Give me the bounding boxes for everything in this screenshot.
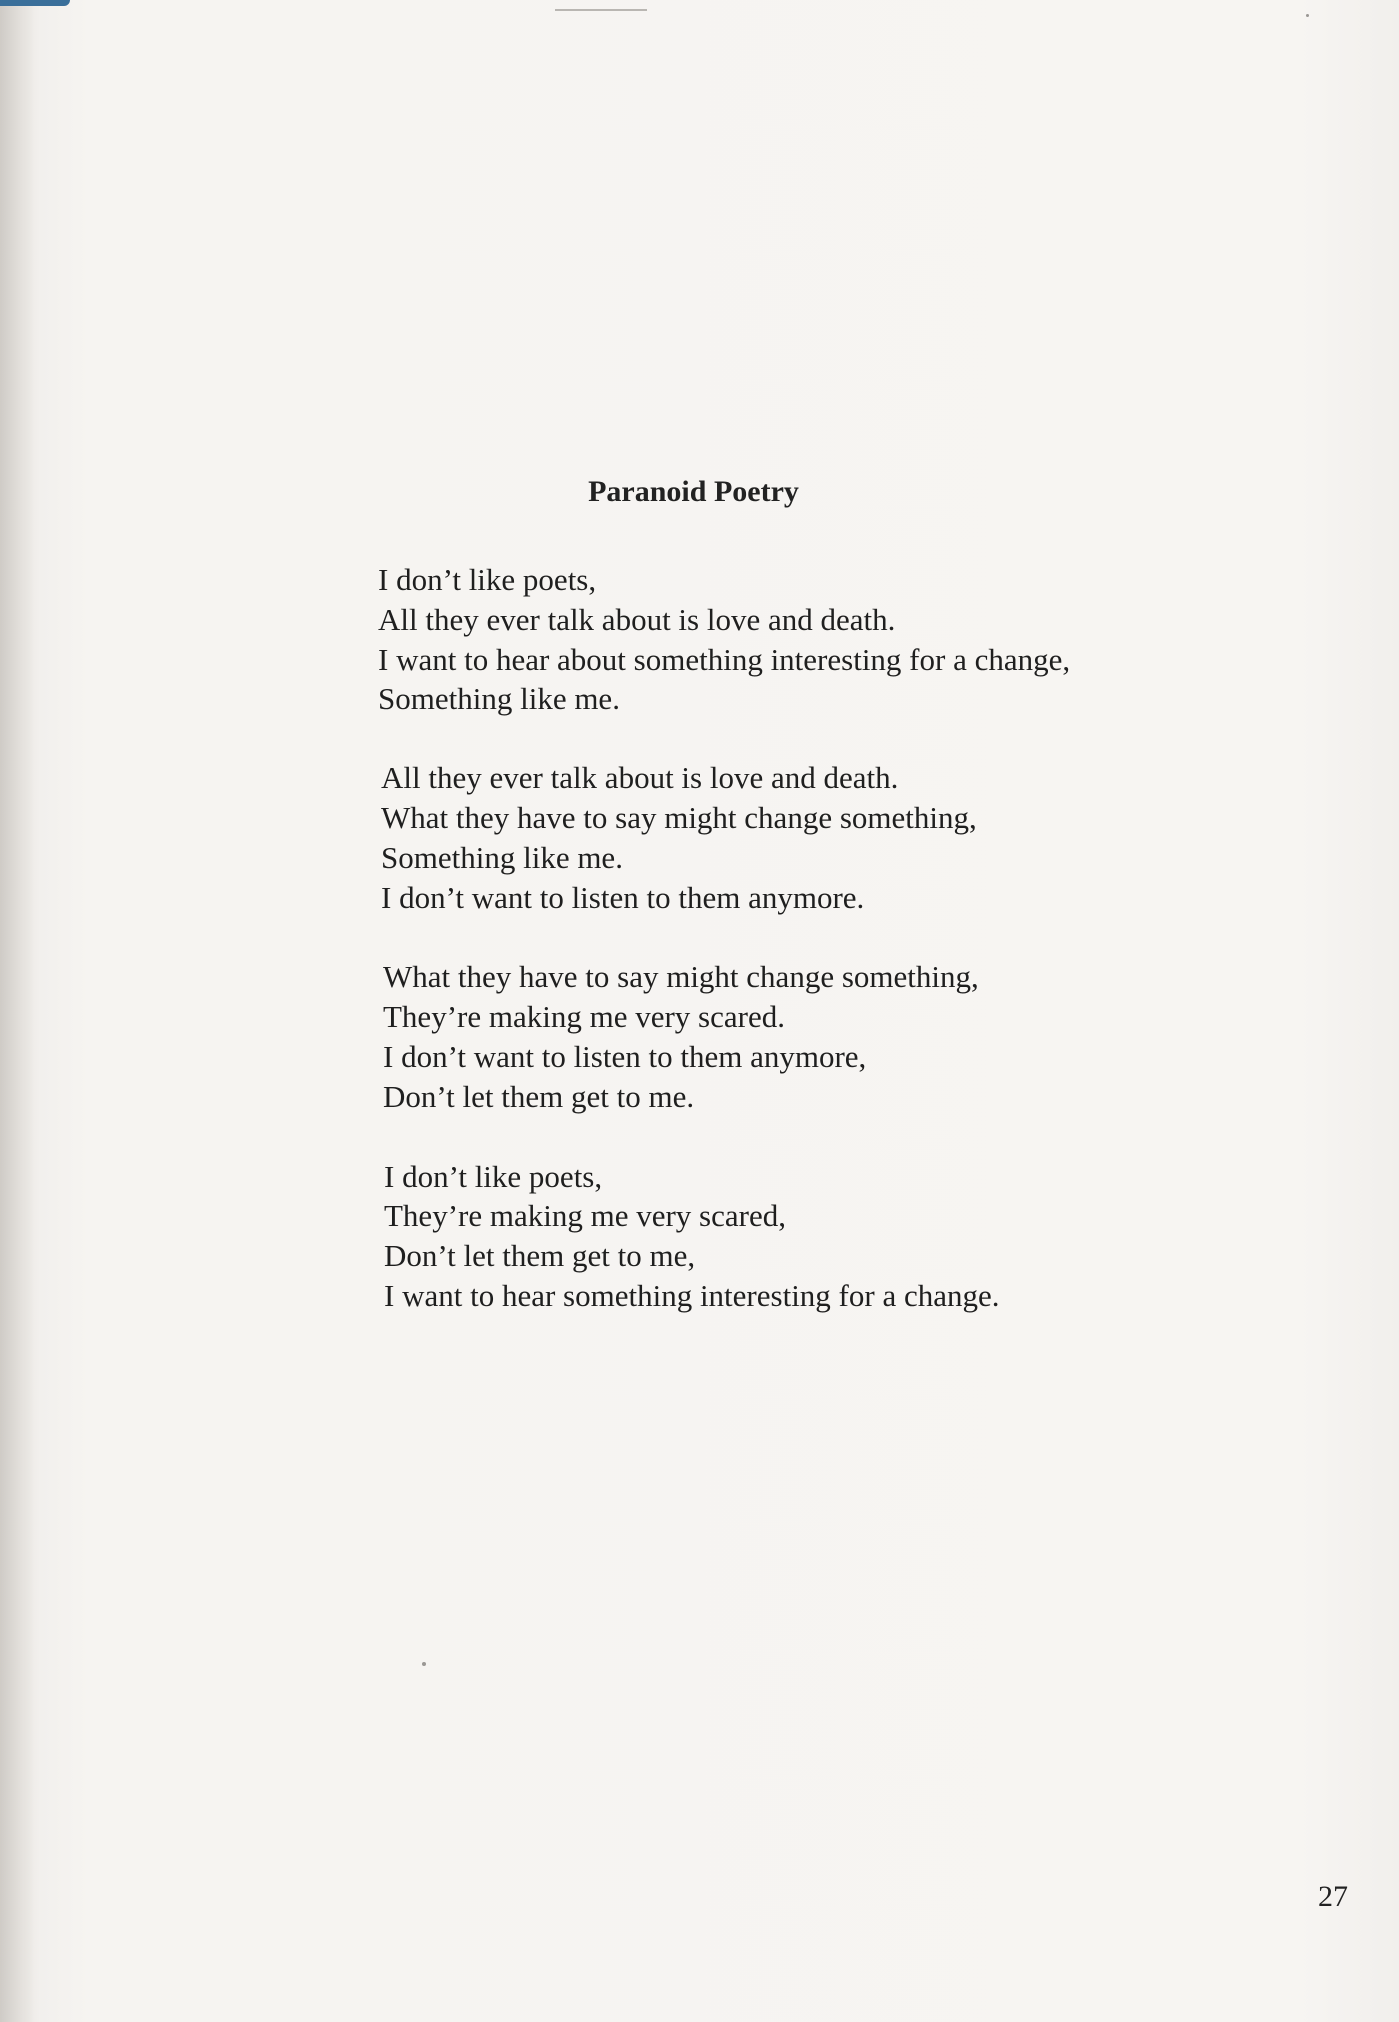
stanza-1 (378, 560, 1278, 719)
stanza-2 (381, 758, 1278, 917)
poem-line: I don’t want to listen to them anymore, (383, 1038, 867, 1074)
poem-line: Don’t let them get to me. (383, 1078, 695, 1114)
poem-line: Something like me. (381, 839, 623, 875)
poem-title: Paranoid Poetry (588, 475, 799, 508)
poem-body (378, 560, 1278, 1356)
stanza-4 (384, 1157, 1278, 1316)
poem-line: I want to hear something interesting for a change. (384, 1277, 1000, 1313)
poem-line: All they ever talk about is love and death. (381, 760, 899, 796)
stanza-3 (383, 957, 1278, 1116)
book-spine-shadow (0, 0, 34, 2022)
poem-line: What they have to say might change something, (381, 799, 977, 835)
poem-line: I want to hear about something interesting for a change, (378, 641, 1071, 677)
poem-line: Don’t let them get to me, (384, 1238, 696, 1274)
paper-speck (422, 1662, 426, 1666)
poem-line: I don’t like poets, (378, 562, 597, 597)
binding-edge-mark (0, 0, 70, 6)
poem-line: What they have to say might change something, (383, 959, 979, 995)
faint-top-rule (555, 9, 647, 11)
poem-line: Something like me. (378, 681, 620, 717)
poem-line: They’re making me very scared. (383, 999, 785, 1035)
page-number: 27 (1318, 1880, 1348, 1913)
poem-line: All they ever talk about is love and death. (378, 601, 896, 637)
poem-line: I don’t like poets, (384, 1158, 603, 1194)
poem-line: I don’t want to listen to them anymore. (381, 879, 865, 915)
poem-line: They’re making me very scared, (384, 1198, 786, 1234)
paper-speck (1306, 14, 1309, 17)
